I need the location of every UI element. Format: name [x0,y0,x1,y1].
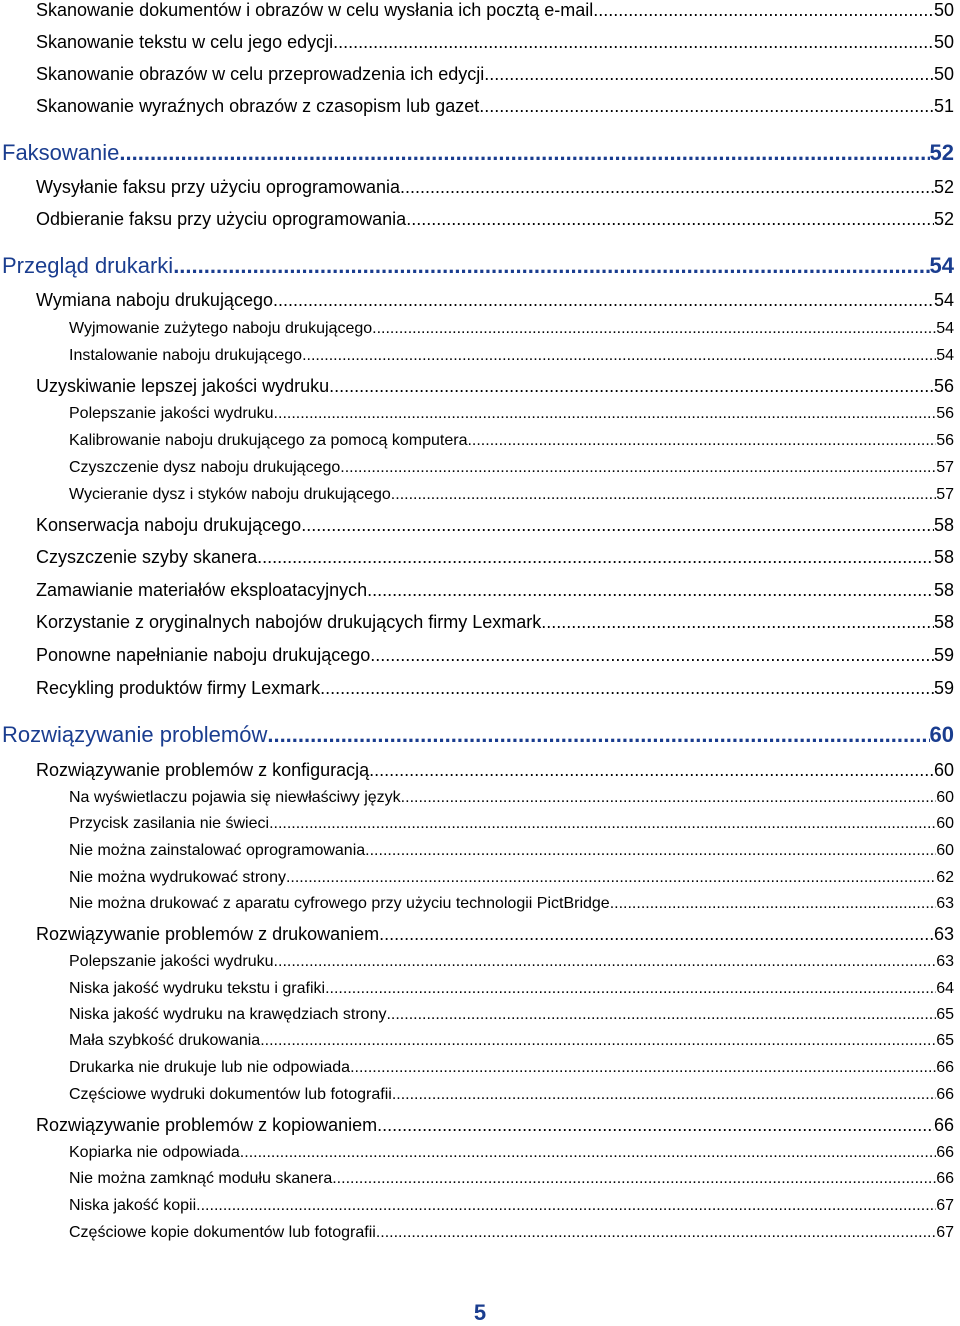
toc-entry-title: Nie można drukować z aparatu cyfrowego przy użyciu technologii PictBridge [69,895,610,912]
toc-leader-dots [196,1197,936,1215]
toc-entry-page: 60 [936,815,954,832]
toc-entry-page: 67 [936,1224,954,1241]
toc-leader-dots [329,376,934,397]
toc-subsection[interactable] [69,405,954,423]
toc-leader-dots [257,547,934,568]
toc-entry-page: 57 [936,486,954,503]
toc-section[interactable] [36,290,954,311]
toc-entry-page: 52 [933,209,954,229]
toc-leader-dots [302,347,936,365]
toc-section[interactable] [36,760,954,781]
toc-entry-title: Rozwiązywanie problemów z kopiowaniem [36,1115,378,1135]
toc-entry-page: 58 [933,612,954,632]
toc-leader-dots [376,1224,936,1242]
toc-entry-page: 58 [933,547,954,567]
toc-entry-title: Wysyłanie faksu przy użyciu oprogramowania [36,177,400,197]
toc-entry-page: 57 [936,459,954,476]
toc-leader-dots [286,869,936,887]
toc-entry-title: Rozwiązywanie problemów [2,722,268,747]
toc-entry-page: 56 [936,405,954,422]
toc-subsection[interactable] [69,815,954,833]
toc-entry-page: 59 [933,645,954,665]
toc-entry-page: 63 [936,953,954,970]
toc-leader-dots [372,320,936,338]
toc-leader-dots [301,515,934,536]
toc-entry-page: 59 [933,678,954,698]
toc-subsection[interactable] [69,1086,954,1104]
toc-entry-page: 60 [933,760,954,780]
toc-subsection[interactable] [69,347,954,365]
toc-leader-dots [325,980,936,998]
toc-entry-title: Skanowanie tekstu w celu jego edycji [36,32,334,52]
toc-leader-dots [377,1115,934,1136]
toc-leader-dots [541,612,934,633]
toc-entry-title: Odbieranie faksu przy użyciu oprogramowania [36,209,407,229]
toc-entry-title: Częściowe kopie dokumentów lub fotografii [69,1224,376,1241]
toc-leader-dots [340,459,936,477]
toc-entry-page: 54 [929,253,954,278]
toc-leader-dots [392,1086,936,1104]
toc-entry-title: Uzyskiwanie lepszej jakości wydruku [36,376,330,396]
toc-leader-dots [173,253,929,279]
toc-entry-title: Konserwacja naboju drukującego [36,515,302,535]
toc-entry-title: Skanowanie wyraźnych obrazów z czasopism lub gazet [36,96,480,116]
toc-subsection[interactable] [69,842,954,860]
toc-leader-dots [401,789,937,807]
toc-subsection[interactable] [69,1170,954,1188]
toc-section[interactable] [36,612,954,633]
toc-section[interactable] [36,96,954,117]
toc-entry-page: 66 [936,1059,954,1076]
toc-entry-title: Drukarka nie drukuje lub nie odpowiada [69,1059,351,1076]
toc-entry-title: Skanowanie obrazów w celu przeprowadzenia ich edycji [36,64,485,84]
toc-section[interactable] [36,580,954,601]
toc-leader-dots [391,486,936,504]
toc-entry-page: 63 [936,895,954,912]
toc-subsection[interactable] [69,1006,954,1024]
toc-subsection[interactable] [69,789,954,807]
toc-entry-page: 56 [936,432,954,449]
toc-leader-dots [406,209,934,230]
toc-leader-dots [370,645,934,666]
toc-subsection[interactable] [69,432,954,450]
toc-section[interactable] [36,645,954,666]
toc-entry-title: Częściowe wydruki dokumentów lub fotografii [69,1086,392,1103]
toc-entry-page: 66 [936,1144,954,1161]
toc-subsection[interactable] [69,895,954,913]
toc-entry-title: Faksowanie [2,140,120,165]
toc-subsection[interactable] [69,980,954,998]
toc-entry-page: 52 [933,177,954,197]
toc-entry-title: Czyszczenie dysz naboju drukującego [69,459,341,476]
toc-entry-page: 50 [933,64,954,84]
toc-entry-title: Nie można zainstalować oprogramowania [69,842,366,859]
toc-entry-title: Rozwiązywanie problemów z konfiguracją [36,760,370,780]
toc-leader-dots [332,1170,936,1188]
toc-entry-page: 67 [936,1197,954,1214]
toc-entry-title: Nie można wydrukować strony [69,869,286,886]
toc-entry-title: Wycieranie dysz i styków naboju drukującego [69,486,391,503]
toc-entry-title: Na wyświetlaczu pojawia się niewłaściwy język [69,789,401,806]
toc-entry-page: 60 [936,842,954,859]
toc-section[interactable] [36,376,954,397]
toc-leader-dots [267,722,929,748]
toc-subsection[interactable] [69,869,954,887]
toc-leader-dots [333,32,934,53]
toc-entry-title: Przegląd drukarki [2,253,174,278]
toc-entry-title: Niska jakość wydruku tekstu i grafiki [69,980,326,997]
toc-leader-dots [119,140,929,166]
toc-entry-page: 50 [933,32,954,52]
toc-subsection[interactable] [69,953,954,971]
toc-entry-page: 62 [936,869,954,886]
toc-subsection[interactable] [69,1032,954,1050]
toc-leader-dots [260,1032,936,1050]
toc-entry-title: Przycisk zasilania nie świeci [69,815,270,832]
toc-section[interactable] [36,547,954,568]
toc-leader-dots [484,64,934,85]
toc-entry-title: Korzystanie z oryginalnych nabojów drukujących firmy Lexmark [36,612,542,632]
toc-entry-title: Niska jakość wydruku na krawędziach strony [69,1006,387,1023]
toc-entry-title: Zamawianie materiałów eksploatacyjnych [36,580,368,600]
toc-section[interactable] [36,32,954,53]
toc-section[interactable] [36,209,954,230]
page-number: 5 [473,1300,487,1325]
toc-leader-dots [379,924,934,945]
toc-entry-page: 56 [933,376,954,396]
toc-entry-page: 58 [933,515,954,535]
toc-entry-title: Wymiana naboju drukującego [36,290,273,310]
toc-entry-title: Mała szybkość drukowania [69,1032,261,1049]
toc-entry-page: 65 [936,1006,954,1023]
toc-leader-dots [274,405,937,423]
toc-section[interactable] [36,64,954,85]
toc-chapter[interactable] [2,253,954,279]
toc-entry-title: Rozwiązywanie problemów z drukowaniem [36,924,380,944]
toc-leader-dots [386,1006,936,1024]
toc-leader-dots [593,0,934,21]
toc-leader-dots [240,1144,936,1162]
toc-leader-dots [350,1059,936,1077]
toc-section[interactable] [36,177,954,198]
toc-leader-dots [400,177,934,198]
toc-section[interactable] [36,0,954,21]
toc-entry-title: Polepszanie jakości wydruku [69,953,274,970]
toc-leader-dots [369,760,934,781]
toc-entry-title: Kopiarka nie odpowiada [69,1144,240,1161]
toc-entry-title: Czyszczenie szyby skanera [36,547,258,567]
toc-subsection[interactable] [69,459,954,477]
toc-leader-dots [479,96,934,117]
toc-entry-page: 64 [936,980,954,997]
toc-leader-dots [269,815,936,833]
toc-section[interactable] [36,678,954,699]
toc-entry-title: Instalowanie naboju drukującego [69,347,303,364]
toc-entry-page: 63 [933,924,954,944]
toc-entry-title: Niska jakość kopii [69,1197,197,1214]
toc-leader-dots [320,678,934,699]
toc-subsection[interactable] [69,1144,954,1162]
toc-entry-page: 51 [933,96,954,116]
toc-subsection[interactable] [69,1059,954,1077]
toc-leader-dots [467,432,936,450]
toc-entry-title: Skanowanie dokumentów i obrazów w celu wysłania ich pocztą e-mail [36,0,594,20]
toc-entry-page: 60 [936,789,954,806]
toc-section[interactable] [36,515,954,536]
toc-leader-dots [610,895,937,913]
toc-entry-page: 58 [933,580,954,600]
toc-entry-title: Polepszanie jakości wydruku [69,405,274,422]
toc-entry-page: 54 [933,290,954,310]
toc-entry-title: Kalibrowanie naboju drukującego za pomocą komputera [69,432,468,449]
toc-subsection[interactable] [69,486,954,504]
toc-entry-page: 65 [936,1032,954,1049]
toc-entry-page: 66 [936,1170,954,1187]
toc-entry-title: Nie można zamknąć modułu skanera [69,1170,333,1187]
toc-entry-title: Ponowne napełnianie naboju drukującego [36,645,371,665]
toc-leader-dots [367,580,934,601]
toc-entry-page: 66 [936,1086,954,1103]
toc-leader-dots [274,953,937,971]
toc-entry-page: 50 [933,0,954,20]
toc-entry-page: 54 [936,320,954,337]
toc-subsection[interactable] [69,320,954,338]
toc-entry-page: 60 [929,722,954,747]
toc-chapter[interactable] [2,722,954,748]
toc-entry-title: Recykling produktów firmy Lexmark [36,678,321,698]
toc-chapter[interactable] [2,140,954,166]
toc-entry-page: 66 [933,1115,954,1135]
toc-section[interactable] [36,924,954,945]
toc-entry-page: 52 [929,140,954,165]
toc-subsection[interactable] [69,1224,954,1242]
toc-entry-page: 54 [936,347,954,364]
toc-subsection[interactable] [69,1197,954,1215]
toc-section[interactable] [36,1115,954,1136]
toc-leader-dots [273,290,934,311]
toc-leader-dots [365,842,936,860]
toc-entry-title: Wyjmowanie zużytego naboju drukującego [69,320,373,337]
